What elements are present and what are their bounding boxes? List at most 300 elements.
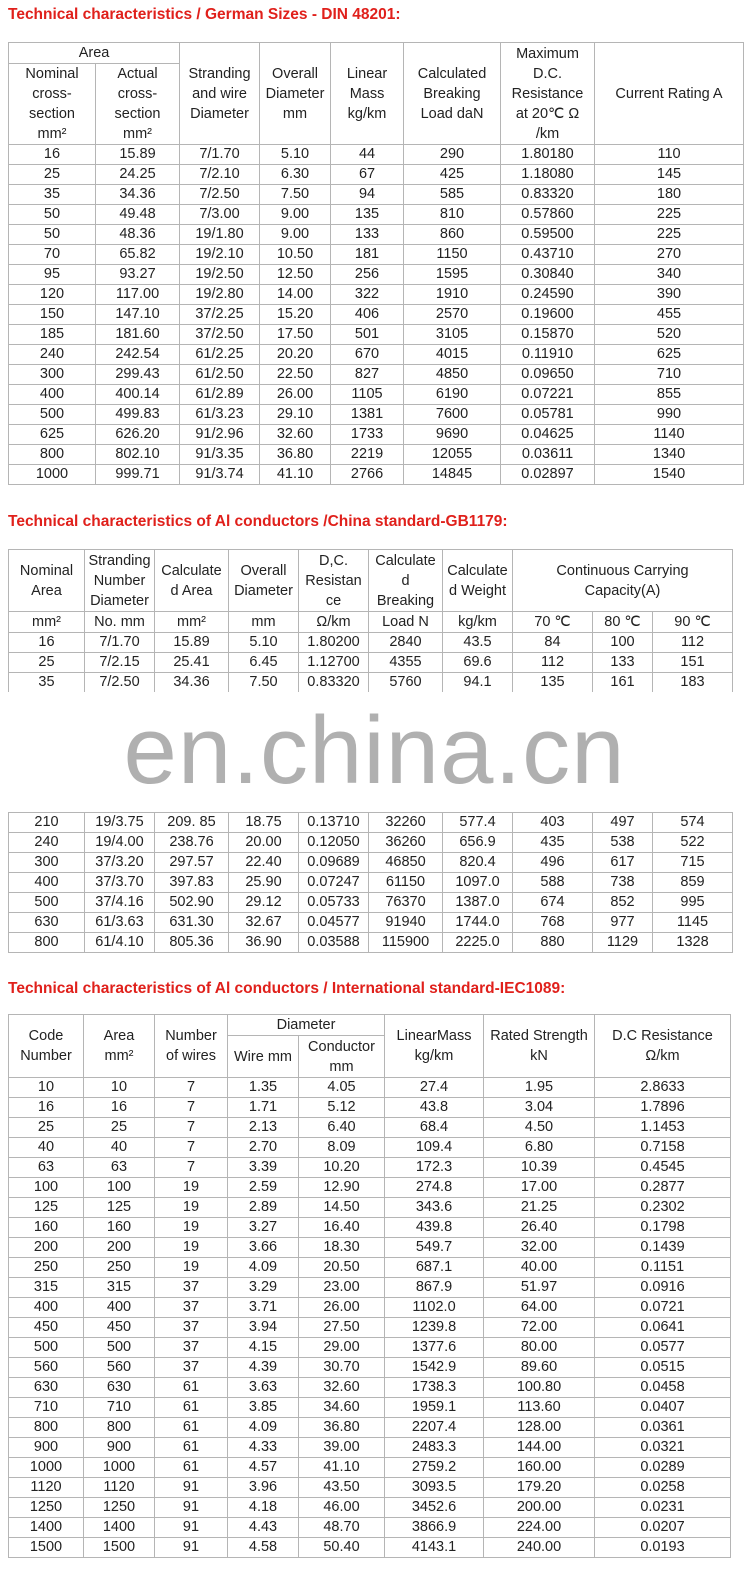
table-cell: 200 xyxy=(84,1238,155,1258)
table-cell: 37/3.70 xyxy=(85,873,155,893)
table-cell: 900 xyxy=(84,1438,155,1458)
table-cell: 3.85 xyxy=(228,1398,299,1418)
table-cell: 70 xyxy=(9,245,96,265)
table-cell: 2.89 xyxy=(228,1198,299,1218)
table-cell: 631.30 xyxy=(155,913,229,933)
table-cell: 27.50 xyxy=(299,1318,385,1338)
table-row xyxy=(9,1158,731,1178)
table-cell: 0.02897 xyxy=(501,465,595,485)
table-cell: 93.27 xyxy=(96,265,180,285)
table-cell: 63 xyxy=(84,1158,155,1178)
table-cell: 160 xyxy=(84,1218,155,1238)
table-cell: 43.50 xyxy=(299,1478,385,1498)
table-cell: 4.43 xyxy=(228,1518,299,1538)
table-cell: 15.89 xyxy=(96,145,180,165)
table-cell: 17.50 xyxy=(260,325,331,345)
table-cell: 29.10 xyxy=(260,405,331,425)
breaking-load-header: Calculated Breaking Load daN xyxy=(404,43,501,145)
carrying-capacity-header: Continuous Carrying Capacity(A) xyxy=(513,550,733,612)
table-cell: 4.09 xyxy=(228,1258,299,1278)
table-cell: 16 xyxy=(9,633,85,653)
table-row xyxy=(9,285,744,305)
table-row xyxy=(9,1498,731,1518)
table-cell: 19/2.50 xyxy=(180,265,260,285)
linear-mass-header: LinearMass kg/km xyxy=(385,1015,484,1078)
table-cell: 4355 xyxy=(369,653,443,673)
table-cell: 6.30 xyxy=(260,165,331,185)
table-cell: 40.00 xyxy=(484,1258,595,1278)
table-cell: 0.13710 xyxy=(299,813,369,833)
table-cell: 800 xyxy=(9,933,85,953)
table-cell: 34.60 xyxy=(299,1398,385,1418)
table-cell: 0.0289 xyxy=(595,1458,731,1478)
table-cell: 820.4 xyxy=(443,853,513,873)
table-cell: 32260 xyxy=(369,813,443,833)
table-cell: 1129 xyxy=(593,933,653,953)
table-cell: 65.82 xyxy=(96,245,180,265)
table-cell: 91/3.35 xyxy=(180,445,260,465)
table-cell: 5760 xyxy=(369,673,443,693)
table-cell: 7.50 xyxy=(229,673,299,693)
table-cell: 68.4 xyxy=(385,1118,484,1138)
table-cell: 1.95 xyxy=(484,1078,595,1098)
table-cell: 161 xyxy=(593,673,653,693)
iec1089-body xyxy=(9,1078,731,1558)
table-cell: 36260 xyxy=(369,833,443,853)
table-cell: 225 xyxy=(595,205,744,225)
table-cell: 1250 xyxy=(9,1498,84,1518)
table-row xyxy=(9,813,733,833)
table-cell: 19 xyxy=(155,1218,228,1238)
table-cell: 805.36 xyxy=(155,933,229,953)
table-cell: 210 xyxy=(9,813,85,833)
table-cell: 37 xyxy=(155,1338,228,1358)
rated-strength-header: Rated Strength kN xyxy=(484,1015,595,1078)
table-cell: 810 xyxy=(404,205,501,225)
table-cell: 2.13 xyxy=(228,1118,299,1138)
table-cell: 37/3.20 xyxy=(85,853,155,873)
table-cell: 977 xyxy=(593,913,653,933)
table-cell: 0.30840 xyxy=(501,265,595,285)
table-cell: 224.00 xyxy=(484,1518,595,1538)
table-cell: 1387.0 xyxy=(443,893,513,913)
table-cell: 34.36 xyxy=(96,185,180,205)
table-row xyxy=(9,1118,731,1138)
unit-header: Load N xyxy=(369,612,443,633)
iec1089-table xyxy=(8,1014,731,1558)
unit-header: mm² xyxy=(9,612,85,633)
table-cell: 91 xyxy=(155,1478,228,1498)
table-cell: 117.00 xyxy=(96,285,180,305)
table-cell: 256 xyxy=(331,265,404,285)
table-cell: 577.4 xyxy=(443,813,513,833)
table-row xyxy=(9,325,744,345)
table-cell: 125 xyxy=(84,1198,155,1218)
table-cell: 36.80 xyxy=(299,1418,385,1438)
table-cell: 674 xyxy=(513,893,593,913)
table-cell: 250 xyxy=(84,1258,155,1278)
table-cell: 6.80 xyxy=(484,1138,595,1158)
table-cell: 274.8 xyxy=(385,1178,484,1198)
table-cell: 26.40 xyxy=(484,1218,595,1238)
table-cell: 3.71 xyxy=(228,1298,299,1318)
table-cell: 25 xyxy=(9,165,96,185)
table-cell: 0.11910 xyxy=(501,345,595,365)
table-cell: 7.50 xyxy=(260,185,331,205)
table-cell: 1400 xyxy=(9,1518,84,1538)
table-cell: 113.60 xyxy=(484,1398,595,1418)
table-row xyxy=(9,1338,731,1358)
table-cell: 0.19600 xyxy=(501,305,595,325)
table-cell: 0.04577 xyxy=(299,913,369,933)
table-cell: 7600 xyxy=(404,405,501,425)
iec1089-title: Technical characteristics of Al conductors / International standard-IEC1089: xyxy=(8,980,566,997)
table-cell: 7 xyxy=(155,1158,228,1178)
table-row xyxy=(9,185,744,205)
table-cell: 300 xyxy=(9,853,85,873)
dc-resistance-header: D.C Resistance Ω/km xyxy=(595,1015,731,1078)
table-cell: 61 xyxy=(155,1378,228,1398)
table-cell: 238.76 xyxy=(155,833,229,853)
table-cell: 61/2.25 xyxy=(180,345,260,365)
table-cell: 183 xyxy=(653,673,733,693)
table-cell: 4.50 xyxy=(484,1118,595,1138)
table-row xyxy=(9,1298,731,1318)
table-row xyxy=(9,1238,731,1258)
table-cell: 100.80 xyxy=(484,1378,595,1398)
table-cell: 7/2.50 xyxy=(180,185,260,205)
table-cell: 802.10 xyxy=(96,445,180,465)
table-cell: 30.70 xyxy=(299,1358,385,1378)
table-cell: 14.50 xyxy=(299,1198,385,1218)
table-cell: 19 xyxy=(155,1238,228,1258)
table-cell: 880 xyxy=(513,933,593,953)
table-cell: 496 xyxy=(513,853,593,873)
table-cell: 112 xyxy=(513,653,593,673)
table-cell: 0.05733 xyxy=(299,893,369,913)
table-cell: 10.39 xyxy=(484,1158,595,1178)
table-row xyxy=(9,1438,731,1458)
table-row xyxy=(9,1198,731,1218)
table-cell: 242.54 xyxy=(96,345,180,365)
table-cell: 1120 xyxy=(84,1478,155,1498)
table-cell: 89.60 xyxy=(484,1358,595,1378)
table-row xyxy=(9,145,744,165)
table-cell: 172.3 xyxy=(385,1158,484,1178)
table-cell: 0.2302 xyxy=(595,1198,731,1218)
table-cell: 240 xyxy=(9,345,96,365)
table-cell: 22.40 xyxy=(229,853,299,873)
table-row xyxy=(9,405,744,425)
table-row xyxy=(9,205,744,225)
table-cell: 61/4.10 xyxy=(85,933,155,953)
dc-resistance-header: D,C. Resistan ce xyxy=(299,550,369,612)
table-cell: 14845 xyxy=(404,465,501,485)
table-cell: 7/1.70 xyxy=(180,145,260,165)
table-cell: 36.90 xyxy=(229,933,299,953)
table-cell: 0.1151 xyxy=(595,1258,731,1278)
table-cell: 1500 xyxy=(9,1538,84,1558)
diameter-group-header: Diameter xyxy=(228,1015,385,1036)
table-cell: 0.1798 xyxy=(595,1218,731,1238)
table-cell: 1959.1 xyxy=(385,1398,484,1418)
table-row xyxy=(9,1078,731,1098)
table-cell: 390 xyxy=(595,285,744,305)
table-cell: 315 xyxy=(84,1278,155,1298)
table-cell: 710 xyxy=(595,365,744,385)
table-cell: 91/3.74 xyxy=(180,465,260,485)
table-cell: 23.00 xyxy=(299,1278,385,1298)
table-cell: 3.04 xyxy=(484,1098,595,1118)
table-cell: 32.67 xyxy=(229,913,299,933)
table-row xyxy=(9,1098,731,1118)
table-row xyxy=(9,1318,731,1338)
number-of-wires-header: Number of wires xyxy=(155,1015,228,1078)
table-cell: 502.90 xyxy=(155,893,229,913)
table-row xyxy=(9,385,744,405)
table-cell: 2.8633 xyxy=(595,1078,731,1098)
table-cell: 61 xyxy=(155,1398,228,1418)
table-cell: 3.63 xyxy=(228,1378,299,1398)
table-cell: 1400 xyxy=(84,1518,155,1538)
table-cell: 859 xyxy=(653,873,733,893)
table-cell: 24.25 xyxy=(96,165,180,185)
table-cell: 0.0207 xyxy=(595,1518,731,1538)
table-cell: 10.20 xyxy=(299,1158,385,1178)
table-cell: 0.7158 xyxy=(595,1138,731,1158)
table-cell: 4.58 xyxy=(228,1538,299,1558)
table-cell: 1.18080 xyxy=(501,165,595,185)
table-cell: 135 xyxy=(513,673,593,693)
table-cell: 0.57860 xyxy=(501,205,595,225)
table-cell: 200.00 xyxy=(484,1498,595,1518)
din-48201-table xyxy=(8,42,744,485)
table-cell: 549.7 xyxy=(385,1238,484,1258)
table-cell: 0.05781 xyxy=(501,405,595,425)
nominal-area-header: Nominal Area xyxy=(9,550,85,612)
table-cell: 687.1 xyxy=(385,1258,484,1278)
table-cell: 2207.4 xyxy=(385,1418,484,1438)
table-cell: 2759.2 xyxy=(385,1458,484,1478)
table-cell: 147.10 xyxy=(96,305,180,325)
table-cell: 340 xyxy=(595,265,744,285)
linear-mass-header: Linear Mass kg/km xyxy=(331,43,404,145)
table-cell: 25 xyxy=(84,1118,155,1138)
table-cell: 270 xyxy=(595,245,744,265)
table-cell: 43.5 xyxy=(443,633,513,653)
unit-header: 70 ℃ xyxy=(513,612,593,633)
table-cell: 715 xyxy=(653,853,733,873)
table-cell: 1239.8 xyxy=(385,1318,484,1338)
table-cell: 145 xyxy=(595,165,744,185)
table-cell: 4.05 xyxy=(299,1078,385,1098)
table-cell: 69.6 xyxy=(443,653,513,673)
table-cell: 0.24590 xyxy=(501,285,595,305)
table-cell: 61150 xyxy=(369,873,443,893)
table-cell: 4143.1 xyxy=(385,1538,484,1558)
table-cell: 51.97 xyxy=(484,1278,595,1298)
table-cell: 1.1453 xyxy=(595,1118,731,1138)
table-cell: 630 xyxy=(9,913,85,933)
table-cell: 7 xyxy=(155,1138,228,1158)
table-cell: 7 xyxy=(155,1118,228,1138)
table-cell: 397.83 xyxy=(155,873,229,893)
table-cell: 0.2877 xyxy=(595,1178,731,1198)
table-cell: 630 xyxy=(84,1378,155,1398)
table-cell: 1.12700 xyxy=(299,653,369,673)
table-cell: 16 xyxy=(9,145,96,165)
table-row xyxy=(9,653,733,673)
table-cell: 10.50 xyxy=(260,245,331,265)
table-cell: 25.90 xyxy=(229,873,299,893)
table-row xyxy=(9,1278,731,1298)
table-cell: 0.43710 xyxy=(501,245,595,265)
table-cell: 18.30 xyxy=(299,1238,385,1258)
table-cell: 22.50 xyxy=(260,365,331,385)
table-row xyxy=(9,1538,731,1558)
table-cell: 9.00 xyxy=(260,205,331,225)
table-cell: 185 xyxy=(9,325,96,345)
table-cell: 2570 xyxy=(404,305,501,325)
table-row xyxy=(9,345,744,365)
table-cell: 4.33 xyxy=(228,1438,299,1458)
table-cell: 1145 xyxy=(653,913,733,933)
table-cell: 0.09650 xyxy=(501,365,595,385)
table-cell: 34.36 xyxy=(155,673,229,693)
table-cell: 1120 xyxy=(9,1478,84,1498)
table-cell: 322 xyxy=(331,285,404,305)
table-cell: 3866.9 xyxy=(385,1518,484,1538)
table-cell: 768 xyxy=(513,913,593,933)
table-cell: 400 xyxy=(84,1298,155,1318)
table-cell: 48.70 xyxy=(299,1518,385,1538)
table-cell: 91 xyxy=(155,1538,228,1558)
table-cell: 0.0231 xyxy=(595,1498,731,1518)
table-cell: 1.7896 xyxy=(595,1098,731,1118)
table-cell: 800 xyxy=(9,445,96,465)
table-cell: 435 xyxy=(513,833,593,853)
table-cell: 867.9 xyxy=(385,1278,484,1298)
table-cell: 19 xyxy=(155,1178,228,1198)
table-cell: 0.15870 xyxy=(501,325,595,345)
table-cell: 150 xyxy=(9,305,96,325)
table-cell: 1738.3 xyxy=(385,1378,484,1398)
table-row xyxy=(9,265,744,285)
din-48201-title: Technical characteristics / German Sizes - DIN 48201: xyxy=(8,6,401,23)
table-cell: 179.20 xyxy=(484,1478,595,1498)
table-cell: 135 xyxy=(331,205,404,225)
table-row xyxy=(9,245,744,265)
table-cell: 43.8 xyxy=(385,1098,484,1118)
table-cell: 7/3.00 xyxy=(180,205,260,225)
table-cell: 0.07221 xyxy=(501,385,595,405)
table-row xyxy=(9,1218,731,1238)
table-row xyxy=(9,833,733,853)
table-cell: 4.15 xyxy=(228,1338,299,1358)
table-row xyxy=(9,1378,731,1398)
table-cell: 20.20 xyxy=(260,345,331,365)
table-cell: 500 xyxy=(9,405,96,425)
dc-resistance-header: Maximum D.C. Resistance at 20℃ Ω /km xyxy=(501,43,595,145)
table-cell: 3.39 xyxy=(228,1158,299,1178)
table-cell: 900 xyxy=(9,1438,84,1458)
table-cell: 0.04625 xyxy=(501,425,595,445)
table-cell: 7 xyxy=(155,1078,228,1098)
table-cell: 656.9 xyxy=(443,833,513,853)
table-cell: 500 xyxy=(84,1338,155,1358)
table-cell: 37 xyxy=(155,1298,228,1318)
table-cell: 4015 xyxy=(404,345,501,365)
unit-header: 90 ℃ xyxy=(653,612,733,633)
table-cell: 0.1439 xyxy=(595,1238,731,1258)
table-cell: 999.71 xyxy=(96,465,180,485)
table-cell: 2.59 xyxy=(228,1178,299,1198)
table-cell: 1328 xyxy=(653,933,733,953)
table-cell: 3.27 xyxy=(228,1218,299,1238)
table-cell: 240 xyxy=(9,833,85,853)
table-row xyxy=(9,1518,731,1538)
table-cell: 299.43 xyxy=(96,365,180,385)
table-cell: 499.83 xyxy=(96,405,180,425)
table-cell: 400 xyxy=(9,385,96,405)
table-cell: 0.59500 xyxy=(501,225,595,245)
table-cell: 64.00 xyxy=(484,1298,595,1318)
table-cell: 225 xyxy=(595,225,744,245)
table-cell: 400 xyxy=(9,1298,84,1318)
table-cell: 12055 xyxy=(404,445,501,465)
table-cell: 95 xyxy=(9,265,96,285)
conductor-diameter-header: Conductor mm xyxy=(299,1036,385,1078)
table-cell: 84 xyxy=(513,633,593,653)
table-row xyxy=(9,633,733,653)
table-cell: 209. 85 xyxy=(155,813,229,833)
table-cell: 44 xyxy=(331,145,404,165)
table-cell: 181 xyxy=(331,245,404,265)
table-cell: 18.75 xyxy=(229,813,299,833)
table-cell: 0.0361 xyxy=(595,1418,731,1438)
table-cell: 403 xyxy=(513,813,593,833)
table-row xyxy=(9,873,733,893)
table-cell: 0.0721 xyxy=(595,1298,731,1318)
table-cell: 290 xyxy=(404,145,501,165)
table-cell: 19 xyxy=(155,1198,228,1218)
table-cell: 160 xyxy=(9,1218,84,1238)
table-cell: 5.10 xyxy=(260,145,331,165)
table-cell: 16 xyxy=(84,1098,155,1118)
table-cell: 0.0258 xyxy=(595,1478,731,1498)
table-cell: 1340 xyxy=(595,445,744,465)
table-cell: 0.03588 xyxy=(299,933,369,953)
table-cell: 588 xyxy=(513,873,593,893)
table-cell: 0.07247 xyxy=(299,873,369,893)
table-cell: 14.00 xyxy=(260,285,331,305)
table-cell: 560 xyxy=(9,1358,84,1378)
table-cell: 852 xyxy=(593,893,653,913)
table-cell: 100 xyxy=(593,633,653,653)
table-cell: 1000 xyxy=(9,1458,84,1478)
table-cell: 40 xyxy=(9,1138,84,1158)
table-cell: 738 xyxy=(593,873,653,893)
table-cell: 9.00 xyxy=(260,225,331,245)
table-cell: 37/2.50 xyxy=(180,325,260,345)
table-cell: 1910 xyxy=(404,285,501,305)
table-cell: 625 xyxy=(9,425,96,445)
unit-header: kg/km xyxy=(443,612,513,633)
table-cell: 80.00 xyxy=(484,1338,595,1358)
calculated-breaking-header: Calculate d Breaking xyxy=(369,550,443,612)
table-cell: 25 xyxy=(9,1118,84,1138)
table-cell: 297.57 xyxy=(155,853,229,873)
